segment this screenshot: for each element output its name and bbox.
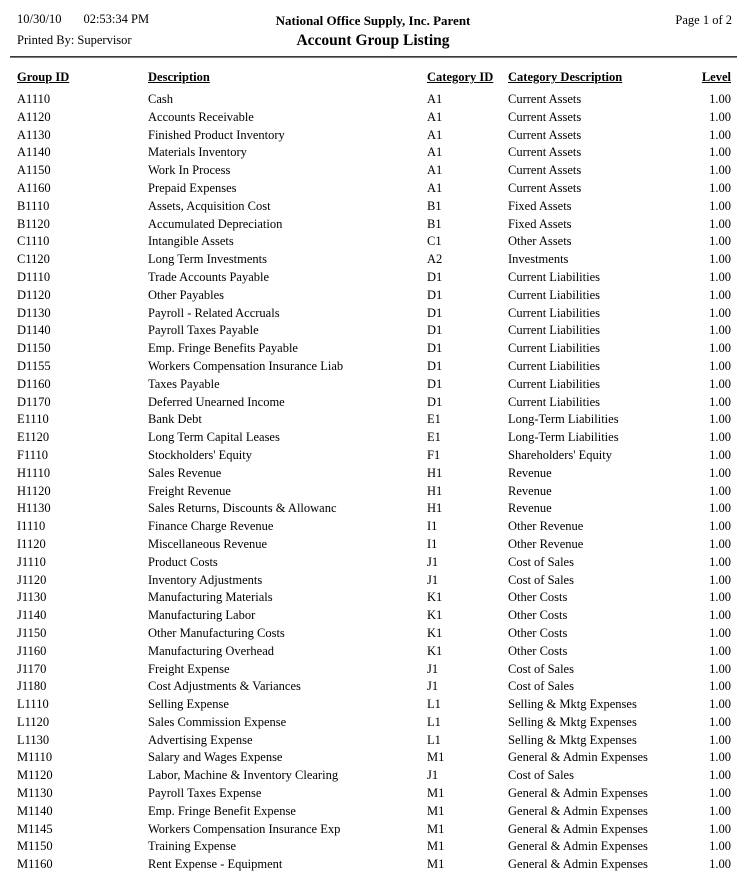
cell-category-id: H1 <box>427 501 443 516</box>
cell-category-description: Current Assets <box>508 109 582 124</box>
cell-description: Sales Revenue <box>148 465 222 480</box>
cell-group-id: M1145 <box>17 821 53 836</box>
cell-category-description: Current Liabilities <box>508 287 600 302</box>
table-row <box>17 358 731 376</box>
cell-group-id: A1150 <box>17 163 51 178</box>
cell-description: Payroll Taxes Expense <box>148 786 262 801</box>
cell-group-id: B1110 <box>17 198 50 213</box>
cell-description: Finished Product Inventory <box>148 127 285 142</box>
cell-description: Accumulated Depreciation <box>148 216 283 231</box>
cell-category-id: C1 <box>427 234 442 249</box>
cell-description: Workers Compensation Insurance Liab <box>148 358 344 373</box>
cell-group-id: A1140 <box>17 145 51 160</box>
cell-category-id: H1 <box>427 465 443 480</box>
cell-level: 1.00 <box>709 430 731 445</box>
cell-group-id: H1130 <box>17 501 51 516</box>
table-row <box>17 322 731 340</box>
cell-category-id: M1 <box>427 821 445 836</box>
table-row <box>17 91 731 109</box>
cell-group-id: A1110 <box>17 92 51 106</box>
cell-group-id: E1120 <box>17 430 50 445</box>
cell-group-id: D1170 <box>17 394 51 409</box>
table-row <box>17 554 731 572</box>
cell-level: 1.00 <box>709 572 731 587</box>
cell-description: Materials Inventory <box>148 145 247 160</box>
cell-description: Sales Returns, Discounts & Allowanc <box>148 501 337 516</box>
table-row <box>17 465 731 483</box>
cell-category-description: General & Admin Expenses <box>508 857 648 872</box>
cell-category-description: Revenue <box>508 501 552 516</box>
cell-level: 1.00 <box>709 323 731 338</box>
cell-category-id: M1 <box>427 803 445 818</box>
printed-by-label: Printed By: <box>17 33 75 47</box>
cell-category-description: Other Revenue <box>508 536 584 551</box>
cell-category-description: Selling & Mktg Expenses <box>508 714 637 729</box>
cell-group-id: M1160 <box>17 857 53 872</box>
cell-category-description: Current Liabilities <box>508 323 600 338</box>
cell-category-description: Current Assets <box>508 180 582 195</box>
cell-category-id: D1 <box>427 358 443 373</box>
cell-description: Long Term Investments <box>148 252 268 267</box>
cell-category-id: J1 <box>427 661 439 676</box>
cell-category-id: I1 <box>427 519 438 534</box>
cell-category-description: Current Assets <box>508 163 582 178</box>
company-name: National Office Supply, Inc. Parent <box>275 13 471 28</box>
cell-group-id: H1110 <box>17 465 51 480</box>
cell-category-description: Cost of Sales <box>508 679 574 694</box>
cell-level: 1.00 <box>709 536 731 551</box>
cell-level: 1.00 <box>709 519 731 534</box>
cell-category-description: General & Admin Expenses <box>508 786 648 801</box>
cell-group-id: F1110 <box>17 447 49 462</box>
cell-group-id: L1120 <box>17 714 50 729</box>
cell-category-id: K1 <box>427 608 443 623</box>
report-title: Account Group Listing <box>296 32 450 49</box>
cell-group-id: J1180 <box>17 679 47 694</box>
cell-category-id: A1 <box>427 145 443 160</box>
cell-description: Payroll - Related Accruals <box>148 305 280 320</box>
account-group-table <box>17 70 731 874</box>
cell-description: Work In Process <box>148 163 231 178</box>
cell-category-description: Current Liabilities <box>508 305 600 320</box>
cell-category-description: Other Costs <box>508 643 568 658</box>
cell-category-id: J1 <box>427 679 439 694</box>
cell-category-id: E1 <box>427 430 441 445</box>
cell-group-id: D1110 <box>17 269 51 284</box>
table-row <box>17 305 731 323</box>
cell-level: 1.00 <box>709 768 731 783</box>
col-category-description: Category Description <box>508 70 623 84</box>
cell-category-description: Fixed Assets <box>508 198 572 213</box>
table-body <box>17 91 731 874</box>
table-row <box>17 198 731 216</box>
cell-category-id: K1 <box>427 643 443 658</box>
cell-description: Stockholders' Equity <box>148 447 252 462</box>
table-row <box>17 625 731 643</box>
cell-group-id: H1120 <box>17 483 51 498</box>
cell-level: 1.00 <box>709 697 731 712</box>
cell-description: Cost Adjustments & Variances <box>148 679 301 694</box>
cell-description: Taxes Payable <box>148 376 220 391</box>
table-row <box>17 714 731 732</box>
cell-description: Prepaid Expenses <box>148 180 237 195</box>
table-row <box>17 732 731 750</box>
cell-category-description: Revenue <box>508 483 552 498</box>
cell-group-id: E1110 <box>17 412 49 427</box>
table-row <box>17 447 731 465</box>
cell-group-id: D1155 <box>17 358 51 373</box>
cell-category-description: Revenue <box>508 465 552 480</box>
cell-category-description: General & Admin Expenses <box>508 803 648 818</box>
cell-category-description: General & Admin Expenses <box>508 839 648 854</box>
cell-description: Sales Commission Expense <box>148 714 287 729</box>
cell-level: 1.00 <box>709 483 731 498</box>
cell-level: 1.00 <box>709 287 731 302</box>
cell-description: Assets, Acquisition Cost <box>148 198 271 213</box>
cell-level: 1.00 <box>709 358 731 373</box>
header-divider <box>10 56 737 58</box>
cell-description: Cash <box>148 92 173 106</box>
table-header <box>17 70 731 91</box>
cell-group-id: J1110 <box>17 554 46 569</box>
cell-description: Deferred Unearned Income <box>148 394 285 409</box>
cell-category-id: K1 <box>427 590 443 605</box>
table-row <box>17 821 731 839</box>
cell-category-id: A1 <box>427 92 443 106</box>
cell-description: Accounts Receivable <box>148 109 254 124</box>
cell-description: Manufacturing Labor <box>148 608 256 623</box>
table-row <box>17 127 731 145</box>
cell-category-description: Current Assets <box>508 145 582 160</box>
cell-level: 1.00 <box>709 590 731 605</box>
table-row <box>17 180 731 198</box>
table-row <box>17 483 731 501</box>
cell-category-id: D1 <box>427 376 443 391</box>
cell-category-id: B1 <box>427 198 442 213</box>
cell-description: Advertising Expense <box>148 732 253 747</box>
cell-category-id: B1 <box>427 216 442 231</box>
cell-category-id: D1 <box>427 269 443 284</box>
col-category-id: Category ID <box>427 70 494 84</box>
cell-level: 1.00 <box>709 447 731 462</box>
printed-by-value: Supervisor <box>77 33 132 47</box>
cell-group-id: J1130 <box>17 590 47 605</box>
cell-level: 1.00 <box>709 465 731 480</box>
table-row <box>17 287 731 305</box>
cell-group-id: D1140 <box>17 323 51 338</box>
cell-group-id: A1160 <box>17 180 51 195</box>
cell-level: 1.00 <box>709 643 731 658</box>
cell-level: 1.00 <box>709 821 731 836</box>
cell-group-id: D1160 <box>17 376 51 391</box>
cell-category-description: Current Assets <box>508 92 582 106</box>
cell-category-id: J1 <box>427 554 439 569</box>
cell-description: Long Term Capital Leases <box>148 430 280 445</box>
cell-group-id: C1120 <box>17 252 50 267</box>
cell-level: 1.00 <box>709 376 731 391</box>
cell-category-description: Fixed Assets <box>508 216 572 231</box>
cell-category-id: H1 <box>427 483 443 498</box>
table-row <box>17 643 731 661</box>
cell-category-id: F1 <box>427 447 441 462</box>
table-row <box>17 661 731 679</box>
cell-level: 1.00 <box>709 661 731 676</box>
cell-level: 1.00 <box>709 501 731 516</box>
cell-category-id: A1 <box>427 127 443 142</box>
cell-description: Product Costs <box>148 554 218 569</box>
table-row <box>17 696 731 714</box>
cell-level: 1.00 <box>709 269 731 284</box>
cell-category-id: D1 <box>427 323 443 338</box>
cell-category-id: J1 <box>427 768 439 783</box>
cell-description: Payroll Taxes Payable <box>148 323 259 338</box>
cell-description: Manufacturing Materials <box>148 590 273 605</box>
cell-level: 1.00 <box>709 679 731 694</box>
cell-description: Labor, Machine & Inventory Clearing <box>148 768 339 783</box>
cell-category-id: M1 <box>427 750 445 765</box>
cell-group-id: M1120 <box>17 768 53 783</box>
cell-group-id: A1120 <box>17 109 51 124</box>
cell-group-id: B1120 <box>17 216 50 231</box>
cell-group-id: J1120 <box>17 572 47 587</box>
cell-category-description: Other Costs <box>508 625 568 640</box>
table-row <box>17 376 731 394</box>
cell-category-id: D1 <box>427 305 443 320</box>
cell-category-id: M1 <box>427 786 445 801</box>
cell-category-id: E1 <box>427 412 441 427</box>
cell-group-id: M1140 <box>17 803 53 818</box>
cell-level: 1.00 <box>709 857 731 872</box>
cell-description: Rent Expense - Equipment <box>148 857 283 872</box>
cell-level: 1.00 <box>709 180 731 195</box>
cell-level: 1.00 <box>709 803 731 818</box>
cell-description: Intangible Assets <box>148 234 234 249</box>
cell-description: Inventory Adjustments <box>148 572 263 587</box>
cell-category-id: A1 <box>427 180 443 195</box>
table-row <box>17 340 731 358</box>
cell-level: 1.00 <box>709 305 731 320</box>
cell-level: 1.00 <box>709 252 731 267</box>
cell-category-description: Shareholders' Equity <box>508 447 612 462</box>
cell-category-description: General & Admin Expenses <box>508 750 648 765</box>
cell-level: 1.00 <box>709 608 731 623</box>
cell-category-description: Long-Term Liabilities <box>508 430 619 445</box>
cell-description: Finance Charge Revenue <box>148 519 274 534</box>
table-row <box>17 269 731 287</box>
cell-level: 1.00 <box>709 839 731 854</box>
cell-level: 1.00 <box>709 109 731 124</box>
col-level: Level <box>701 70 731 84</box>
table-row <box>17 607 731 625</box>
cell-category-description: Current Liabilities <box>508 358 600 373</box>
cell-group-id: M1130 <box>17 786 53 801</box>
table-row <box>17 144 731 162</box>
cell-category-id: K1 <box>427 625 443 640</box>
cell-group-id: D1120 <box>17 287 51 302</box>
cell-level: 1.00 <box>709 732 731 747</box>
cell-level: 1.00 <box>709 127 731 142</box>
cell-level: 1.00 <box>709 163 731 178</box>
cell-category-id: M1 <box>427 839 445 854</box>
cell-category-id: I1 <box>427 536 438 551</box>
cell-category-id: D1 <box>427 287 443 302</box>
cell-description: Workers Compensation Insurance Exp <box>148 821 341 836</box>
cell-category-id: A1 <box>427 109 443 124</box>
cell-level: 1.00 <box>709 750 731 765</box>
cell-level: 1.00 <box>709 234 731 249</box>
cell-group-id: L1110 <box>17 697 49 712</box>
report-date: 10/30/10 <box>17 12 62 26</box>
col-group-id: Group ID <box>17 70 70 84</box>
table-row <box>17 429 731 447</box>
cell-category-description: Selling & Mktg Expenses <box>508 697 637 712</box>
cell-category-id: A1 <box>427 163 443 178</box>
table-row <box>17 500 731 518</box>
cell-description: Emp. Fringe Benefit Expense <box>148 803 296 818</box>
cell-description: Trade Accounts Payable <box>148 269 270 284</box>
cell-category-description: Other Revenue <box>508 519 584 534</box>
cell-category-description: Cost of Sales <box>508 768 574 783</box>
cell-category-id: D1 <box>427 394 443 409</box>
cell-category-id: L1 <box>427 697 441 712</box>
cell-group-id: I1110 <box>17 519 46 534</box>
cell-category-description: Selling & Mktg Expenses <box>508 732 637 747</box>
cell-category-description: Current Liabilities <box>508 394 600 409</box>
table-row <box>17 678 731 696</box>
table-row <box>17 109 731 127</box>
cell-group-id: I1120 <box>17 536 46 551</box>
table-row <box>17 536 731 554</box>
table-row <box>17 589 731 607</box>
cell-description: Salary and Wages Expense <box>148 750 283 765</box>
cell-category-description: Current Liabilities <box>508 269 600 284</box>
cell-level: 1.00 <box>709 341 731 356</box>
cell-category-description: Other Costs <box>508 590 568 605</box>
cell-category-id: D1 <box>427 341 443 356</box>
cell-description: Emp. Fringe Benefits Payable <box>148 341 298 356</box>
cell-level: 1.00 <box>709 216 731 231</box>
table-row <box>17 785 731 803</box>
cell-group-id: J1150 <box>17 625 47 640</box>
cell-level: 1.00 <box>709 714 731 729</box>
cell-description: Training Expense <box>148 839 237 854</box>
cell-category-description: Current Liabilities <box>508 341 600 356</box>
cell-description: Other Manufacturing Costs <box>148 625 285 640</box>
table-row <box>17 856 731 874</box>
table-row <box>17 162 731 180</box>
table-row <box>17 394 731 412</box>
cell-level: 1.00 <box>709 394 731 409</box>
cell-group-id: M1150 <box>17 839 53 854</box>
table-row <box>17 216 731 234</box>
cell-category-description: Cost of Sales <box>508 554 574 569</box>
cell-description: Miscellaneous Revenue <box>148 536 268 551</box>
table-row <box>17 233 731 251</box>
cell-group-id: J1170 <box>17 661 47 676</box>
cell-category-id: L1 <box>427 732 441 747</box>
cell-category-description: Current Assets <box>508 127 582 142</box>
page-number: Page 1 of 2 <box>675 13 732 27</box>
table-row <box>17 749 731 767</box>
table-row <box>17 251 731 269</box>
cell-group-id: A1130 <box>17 127 51 142</box>
cell-description: Manufacturing Overhead <box>148 643 274 658</box>
cell-category-id: L1 <box>427 714 441 729</box>
cell-level: 1.00 <box>709 145 731 160</box>
cell-category-description: Investments <box>508 252 569 267</box>
cell-group-id: C1110 <box>17 234 50 249</box>
cell-category-description: Other Assets <box>508 234 572 249</box>
cell-level: 1.00 <box>709 554 731 569</box>
cell-category-description: Current Liabilities <box>508 376 600 391</box>
cell-description: Selling Expense <box>148 697 229 712</box>
cell-level: 1.00 <box>709 412 731 427</box>
table-row <box>17 803 731 821</box>
report-time: 02:53:34 PM <box>83 12 150 26</box>
table-row <box>17 572 731 590</box>
cell-category-description: Long-Term Liabilities <box>508 412 619 427</box>
table-row <box>17 411 731 429</box>
cell-level: 1.00 <box>709 625 731 640</box>
cell-group-id: J1160 <box>17 643 47 658</box>
cell-group-id: M1110 <box>17 750 53 765</box>
cell-description: Freight Expense <box>148 661 230 676</box>
cell-category-description: Other Costs <box>508 608 568 623</box>
table-row <box>17 767 731 785</box>
cell-description: Other Payables <box>148 287 225 302</box>
cell-group-id: D1130 <box>17 305 51 320</box>
table-row <box>17 518 731 536</box>
cell-description: Freight Revenue <box>148 483 231 498</box>
cell-category-id: J1 <box>427 572 439 587</box>
cell-category-description: General & Admin Expenses <box>508 821 648 836</box>
cell-group-id: J1140 <box>17 608 47 623</box>
cell-category-description: Cost of Sales <box>508 661 574 676</box>
cell-level: 1.00 <box>709 198 731 213</box>
cell-category-id: A2 <box>427 252 443 267</box>
cell-description: Bank Debt <box>148 412 202 427</box>
col-description: Description <box>148 70 210 84</box>
cell-level: 1.00 <box>709 92 731 106</box>
cell-level: 1.00 <box>709 786 731 801</box>
cell-group-id: D1150 <box>17 341 51 356</box>
cell-category-description: Cost of Sales <box>508 572 574 587</box>
table-row <box>17 838 731 856</box>
cell-group-id: L1130 <box>17 732 50 747</box>
cell-category-id: M1 <box>427 857 445 872</box>
